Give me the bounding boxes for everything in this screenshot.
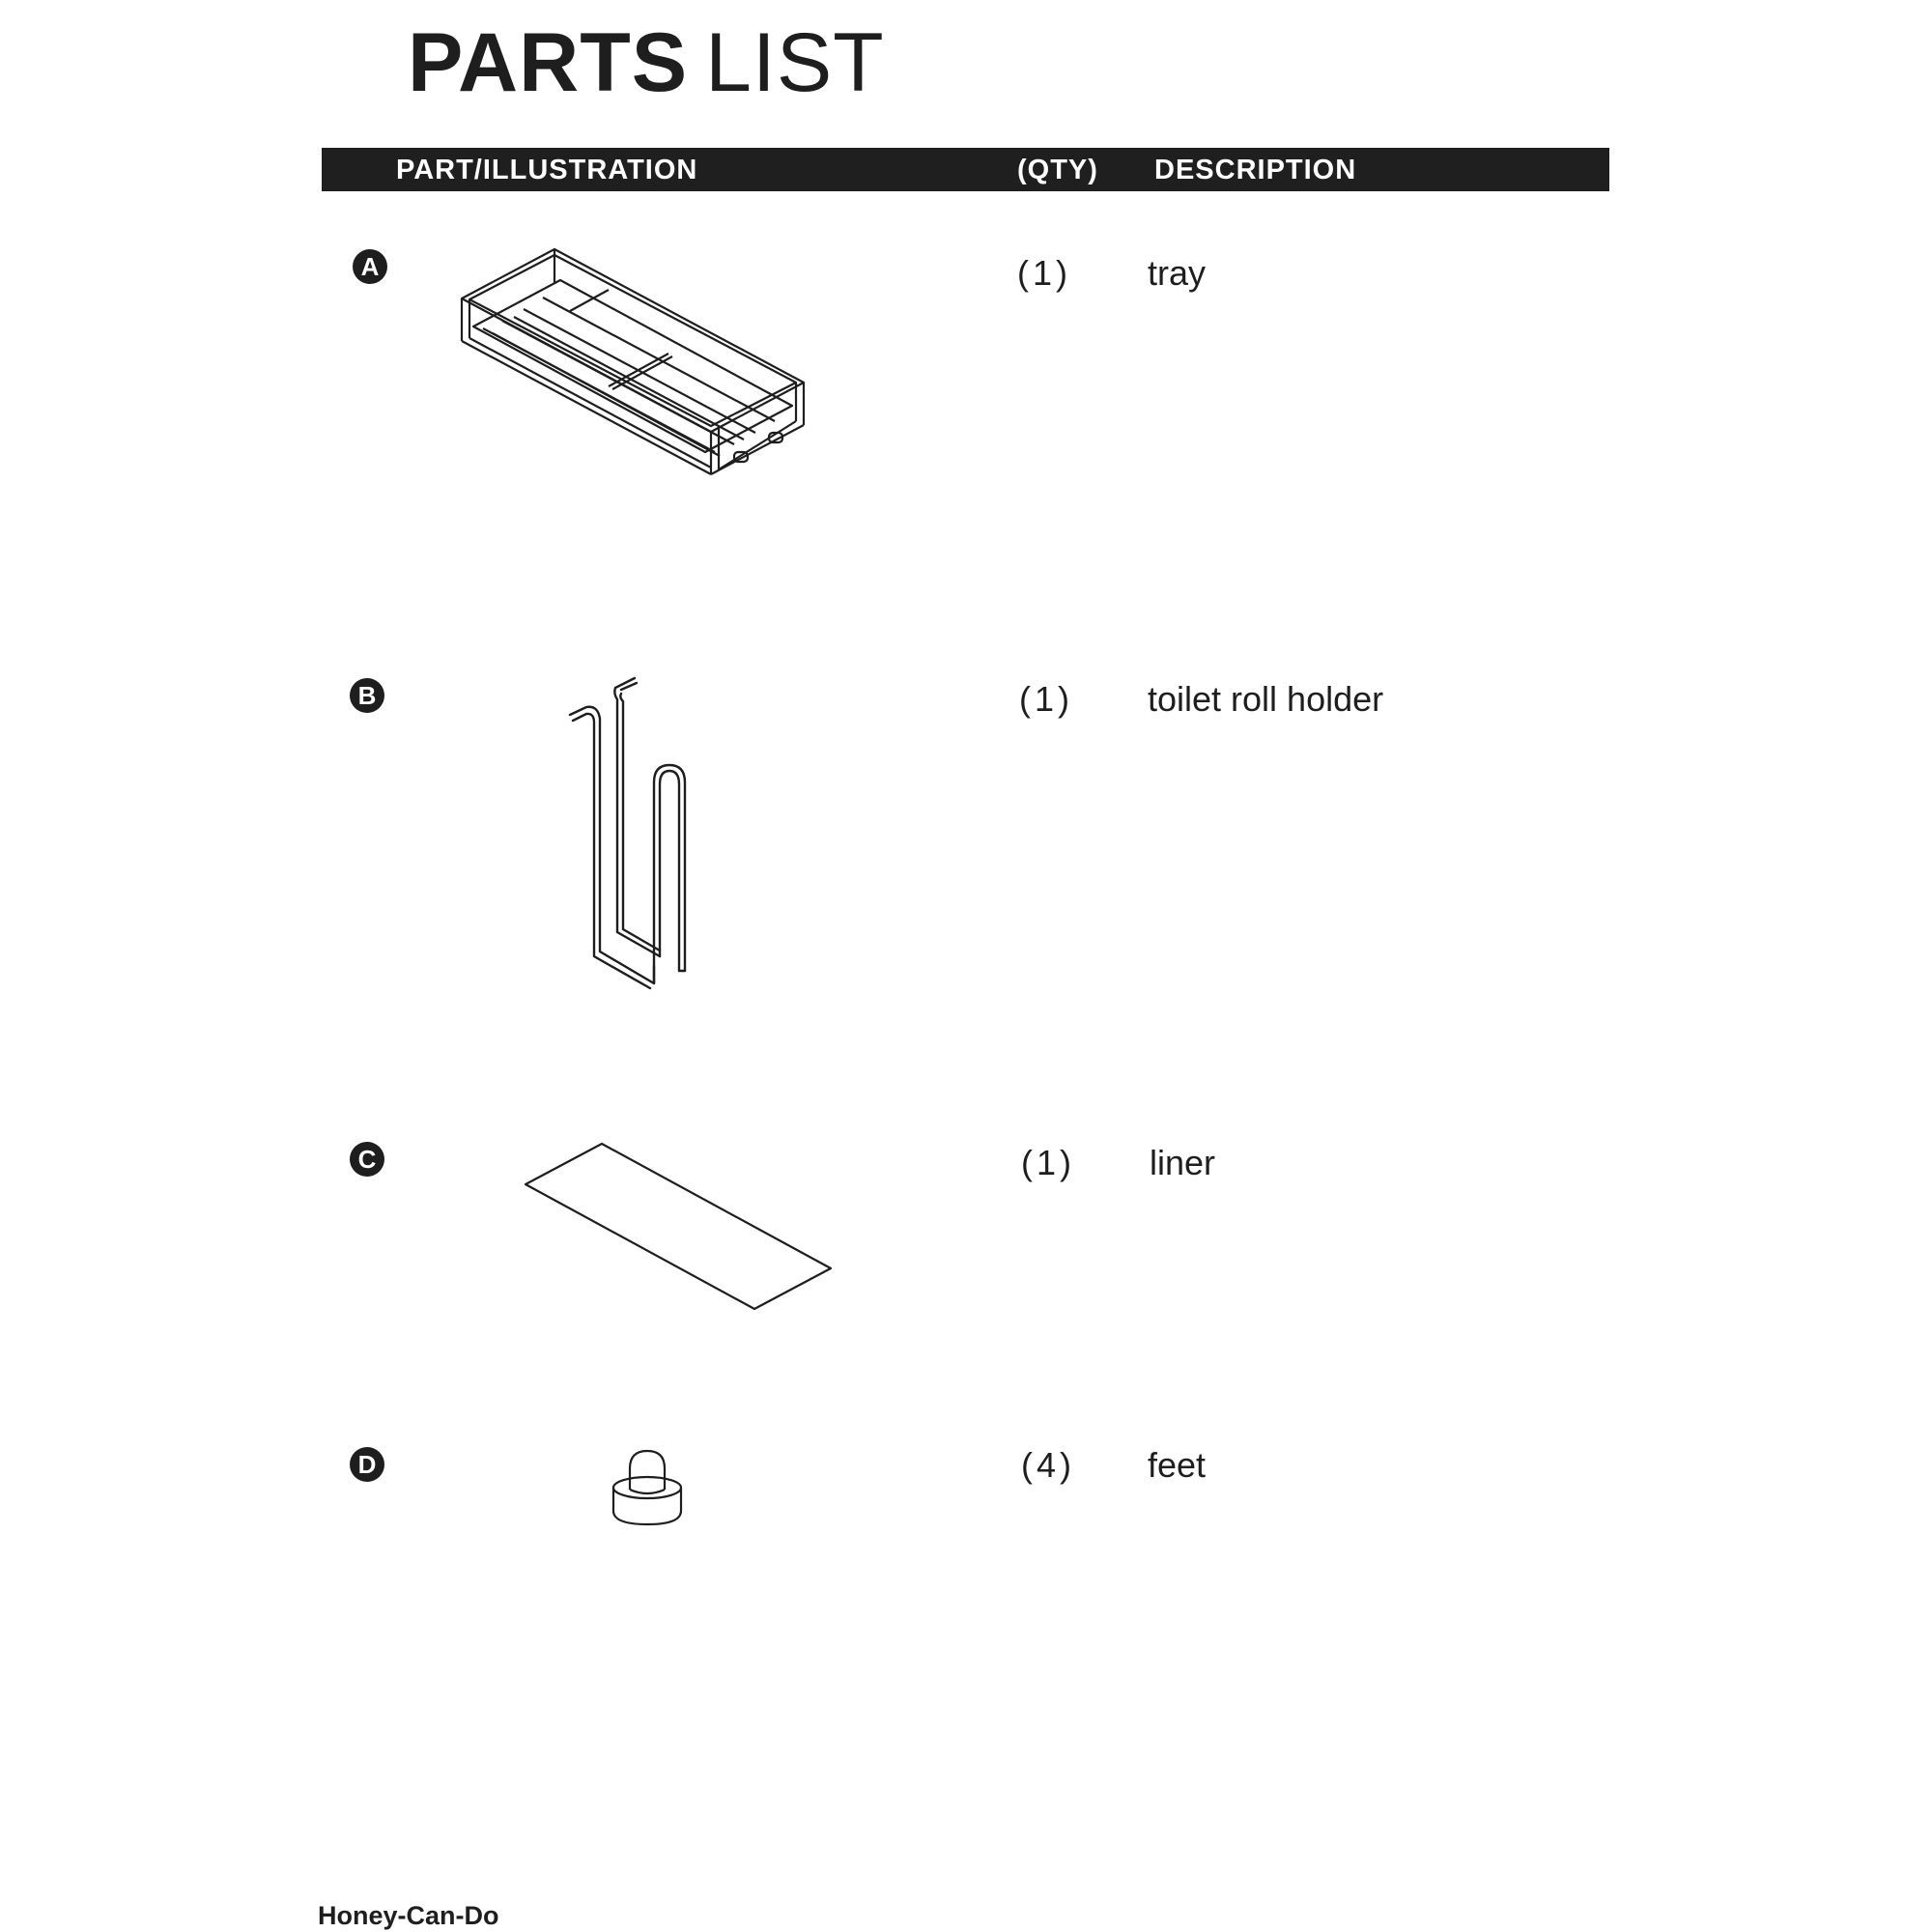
part-letter-d: D bbox=[350, 1447, 384, 1482]
tray-illustration bbox=[454, 242, 821, 483]
part-letter-c: C bbox=[350, 1142, 384, 1177]
foot-illustration bbox=[609, 1447, 686, 1528]
part-letter-b: B bbox=[350, 678, 384, 713]
header-description: DESCRIPTION bbox=[1154, 155, 1357, 185]
page-title-light: LIST bbox=[705, 16, 885, 109]
part-d-description: feet bbox=[1148, 1445, 1207, 1485]
part-d-qty: (4) bbox=[1021, 1445, 1075, 1485]
part-b-qty: (1) bbox=[1019, 679, 1073, 719]
table-header-bar bbox=[322, 148, 1609, 191]
part-letter-a: A bbox=[353, 249, 387, 284]
liner-illustration bbox=[522, 1140, 840, 1314]
page-title bbox=[408, 16, 885, 109]
header-qty: (QTY) bbox=[1017, 155, 1098, 185]
header-part-illustration: PART/ILLUSTRATION bbox=[396, 155, 698, 185]
footer-brand: Honey-Can-Do bbox=[318, 1901, 499, 1930]
part-a-qty: (1) bbox=[1017, 253, 1071, 293]
part-a-description: tray bbox=[1148, 253, 1207, 293]
part-c-description: liner bbox=[1150, 1143, 1216, 1182]
part-b-description: toilet roll holder bbox=[1148, 679, 1384, 719]
toilet-roll-holder-illustration bbox=[565, 676, 700, 995]
part-c-qty: (1) bbox=[1021, 1143, 1075, 1182]
page-title-bold: PARTS bbox=[408, 16, 689, 109]
